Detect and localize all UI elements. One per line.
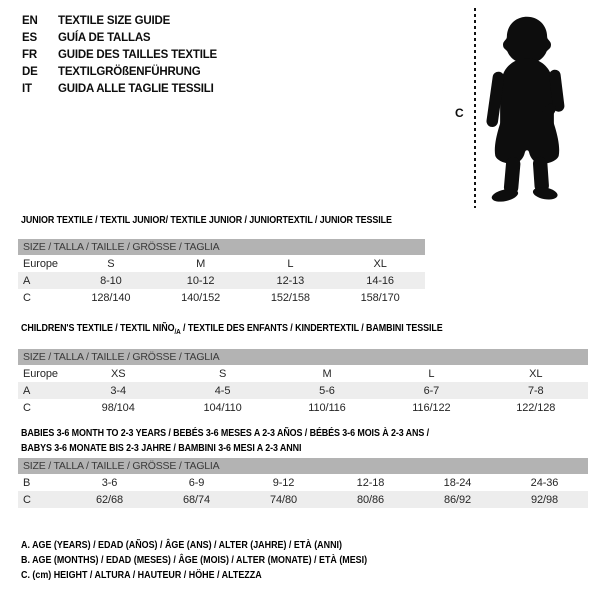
height-label: C: [455, 106, 464, 120]
table-row-age: [18, 382, 588, 399]
size-header-bar: SIZE / TALLA / TAILLE / GRÖSSE / TAGLIA: [18, 239, 425, 255]
size-cell: 92/98: [530, 493, 559, 506]
row-label: C: [23, 401, 31, 414]
language-list: [22, 11, 217, 96]
childrens-size-table: [18, 349, 588, 416]
title-subscript: /A: [174, 327, 181, 337]
table-row-height: [18, 399, 588, 416]
junior-size-table: [18, 239, 425, 306]
table-row-height: [18, 491, 588, 508]
size-cell: 62/68: [95, 493, 124, 506]
size-cell: 6-9: [188, 476, 205, 489]
height-dashed-line: [474, 8, 476, 208]
language-row: [22, 79, 217, 96]
language-row: [22, 45, 217, 62]
row-label: Europe: [23, 367, 58, 380]
section-title-childrens: [21, 322, 443, 336]
section-title-babies: [21, 426, 429, 455]
size-cell: 122/128: [516, 401, 556, 414]
size-cell: XL: [529, 367, 543, 380]
size-cell: S: [218, 367, 227, 380]
title-text: / TEXTILE DES ENFANTS / KINDERTEXTIL / BAMBINI TESSILE: [180, 322, 443, 334]
footnotes: [21, 538, 428, 584]
size-cell: 8-10: [100, 274, 122, 287]
language-code: ES: [22, 32, 37, 44]
size-cell: 4-5: [214, 384, 231, 397]
table-row-height: [18, 289, 425, 306]
size-cell: L: [428, 367, 435, 380]
language-row: [22, 62, 217, 79]
title-line: BABIES 3-6 MONTH TO 2-3 YEARS / BEBÉS 3-6 MESES A 2-3 AÑOS / BÉBÉS 3-6 MOIS À 2-3 ANS /: [21, 427, 430, 439]
size-cell: 12-18: [356, 476, 385, 489]
size-cell: XS: [110, 367, 126, 380]
language-label: TEXTILE SIZE GUIDE: [58, 15, 171, 27]
table-row-europe: [18, 365, 588, 382]
size-cell: 3-6: [101, 476, 118, 489]
baby-silhouette-icon: [479, 9, 575, 207]
size-cell: 128/140: [91, 291, 131, 304]
size-cell: 110/116: [308, 401, 346, 414]
language-label: TEXTILGRÖßENFÜHRUNG: [58, 66, 201, 78]
size-cell: 80/86: [356, 493, 385, 506]
row-label: C: [23, 493, 31, 506]
language-label: GUÍA DE TALLAS: [58, 32, 151, 44]
section-title-junior: JUNIOR TEXTILE / TEXTIL JUNIOR/ TEXTILE JUNIOR / JUNIORTEXTIL / JUNIOR TESSILE: [21, 214, 392, 226]
language-row: [22, 28, 217, 45]
language-code: DE: [22, 66, 38, 78]
size-header-bar: SIZE / TALLA / TAILLE / GRÖSSE / TAGLIA: [18, 458, 588, 474]
language-code: IT: [22, 83, 32, 95]
language-code: FR: [22, 49, 37, 61]
language-code: EN: [22, 15, 38, 27]
size-cell: 10-12: [186, 274, 215, 287]
table-row-europe: [18, 255, 425, 272]
size-cell: 74/80: [269, 493, 298, 506]
height-measure-figure: [450, 5, 598, 215]
size-cell: 9-12: [272, 476, 295, 489]
language-label: GUIDE DES TAILLES TEXTILE: [58, 49, 217, 61]
size-cell: 98/104: [101, 401, 135, 414]
row-label: A: [23, 384, 31, 397]
size-cell: 24-36: [530, 476, 559, 489]
size-cell: 3-4: [110, 384, 126, 397]
size-header-bar: SIZE / TALLA / TAILLE / GRÖSSE / TAGLIA: [18, 349, 588, 365]
size-cell: 116/122: [412, 401, 451, 414]
row-label: B: [23, 476, 31, 489]
size-cell: 6-7: [423, 384, 440, 397]
row-label: A: [23, 274, 31, 287]
size-cell: 68/74: [182, 493, 211, 506]
size-cell: 104/110: [203, 401, 242, 414]
language-row: [22, 11, 217, 28]
size-cell: 12-13: [276, 274, 305, 287]
table-row-age: [18, 272, 425, 289]
size-cell: 5-6: [319, 384, 335, 397]
title-text: CHILDREN'S TEXTILE / TEXTIL NIÑO: [21, 322, 175, 334]
title-line: BABYS 3-6 MONATE BIS 2-3 JAHRE / BAMBINI 3-6 MESI A 2-3 ANNI: [21, 441, 302, 454]
row-label: Europe: [23, 257, 58, 270]
size-cell: M: [322, 367, 332, 380]
size-cell: S: [107, 257, 115, 270]
size-cell: 7-8: [527, 384, 544, 397]
size-cell: M: [196, 257, 206, 270]
size-cell: 14-16: [366, 274, 394, 287]
language-label: GUIDA ALLE TAGLIE TESSILI: [58, 83, 214, 95]
size-cell: 86/92: [443, 493, 472, 506]
size-cell: 152/158: [270, 291, 310, 304]
size-cell: 18-24: [443, 476, 472, 489]
babies-size-table: [18, 458, 588, 508]
table-row-months: [18, 474, 588, 491]
size-cell: XL: [373, 257, 387, 270]
note-line-height: C. (cm) HEIGHT / ALTURA / HAUTEUR / HÖHE / ALTEZZA: [21, 569, 262, 582]
note-line-age-months: B. AGE (MONTHS) / EDAD (MESES) / ÂGE (MOIS) / ALTER (MONATE) / ETÀ (MESI): [21, 554, 368, 567]
row-label: C: [23, 291, 31, 304]
size-cell: 158/170: [360, 291, 400, 304]
size-cell: L: [287, 257, 294, 270]
note-line-age-years: A. AGE (YEARS) / EDAD (AÑOS) / ÂGE (ANS) / ALTER (JAHRE) / ETÀ (ANNI): [21, 539, 342, 551]
size-cell: 140/152: [181, 291, 221, 304]
